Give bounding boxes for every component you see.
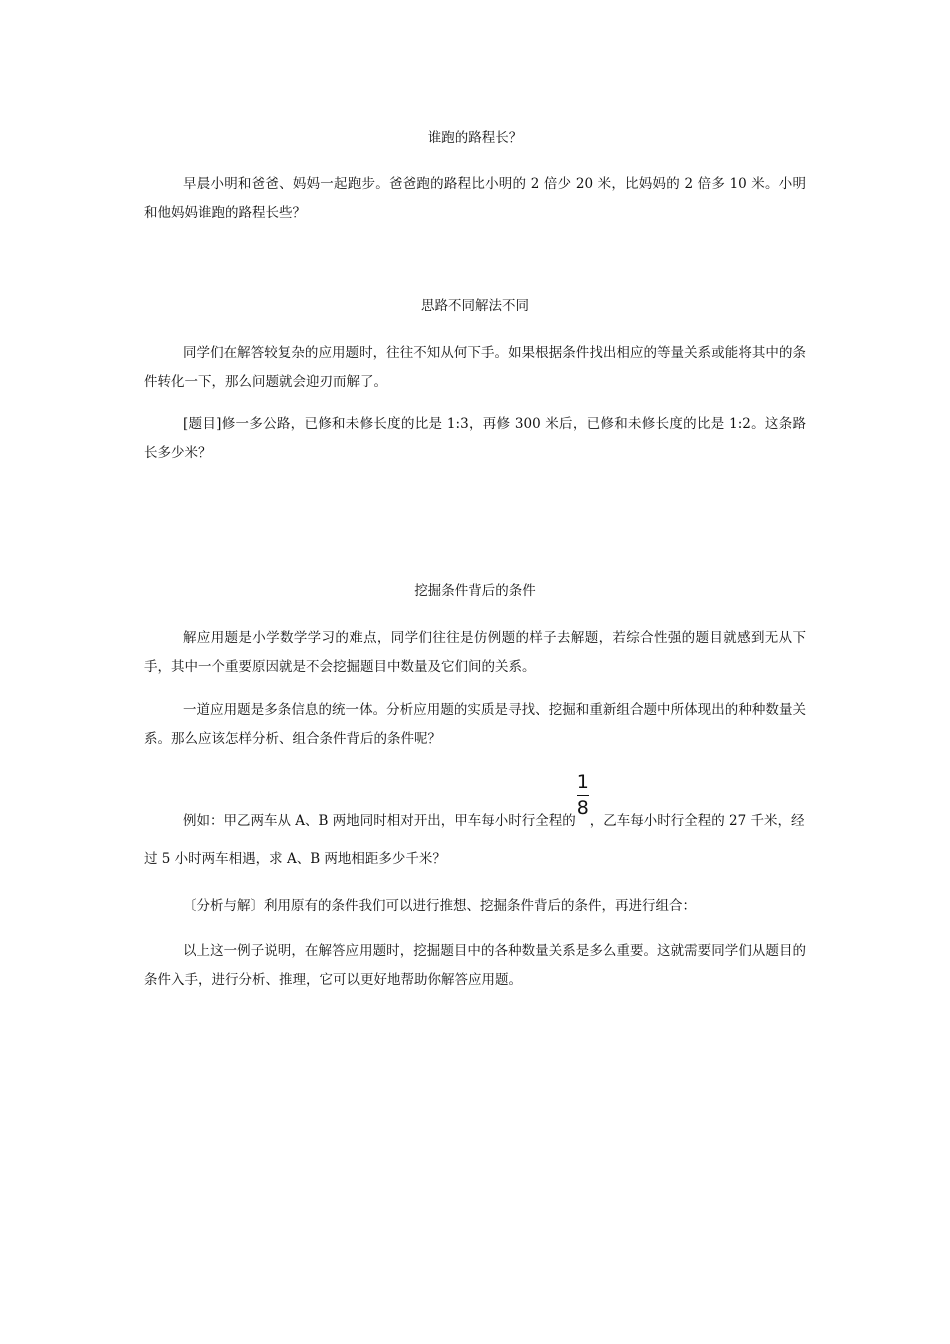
fraction-numerator: 1 <box>576 771 589 793</box>
fraction-bar <box>577 795 589 796</box>
example-text-after-fraction: ，乙车每小时行全程的 27 千米，经 <box>589 813 805 829</box>
paragraph-conclusion: 以上这一例子说明，在解答应用题时，挖掘题目中的各种数量关系是多么重要。这就需要同学们从题目的条件入手，进行分析、推理，它可以更好地帮助你解答应用题。 <box>144 943 806 988</box>
paragraph-approach-intro: 同学们在解答较复杂的应用题时，往往不知从何下手。如果根据条件找出相应的等量关系或能将其中的条件转化一下，那么问题就会迎刃而解了。 <box>144 345 806 390</box>
example-line <box>183 771 806 831</box>
section-title-different-approaches: 思路不同解法不同 <box>421 298 529 314</box>
fraction-denominator: 8 <box>576 797 589 819</box>
paragraph-info-unity: 一道应用题是多条信息的统一体。分析应用题的实质是寻找、挖掘和重新组合题中所体现出的种种数量关系。那么应该怎样分析、组合条件背后的条件呢？ <box>144 702 806 747</box>
analysis-line: 〔分析与解〕利用原有的条件我们可以进行推想、挖掘条件背后的条件，再进行组合： <box>183 898 696 914</box>
section-title-who-ran-farther: 谁跑的路程长？ <box>427 130 523 146</box>
example-text-before-fraction: 例如：甲乙两车从 A、B 两地同时相对开出，甲车每小时行全程的 <box>183 813 576 829</box>
paragraph-difficulty-intro: 解应用题是小学数学学习的难点，同学们往往是仿例题的样子去解题，若综合性强的题目就感到无从下手，其中一个重要原因就是不会挖掘题目中数量及它们间的关系。 <box>144 630 806 675</box>
fraction-one-eighth <box>576 771 590 825</box>
paragraph-road-problem: [题目]修一多公路，已修和未修长度的比是 1:3，再修 300 米后，已修和未修长度的比是 1:2。这条路长多少米？ <box>144 416 806 461</box>
section-title-hidden-conditions: 挖掘条件背后的条件 <box>414 583 536 599</box>
example-continuation: 过 5 小时两车相遇，求 A、B 两地相距多少千米？ <box>144 851 446 867</box>
paragraph-running-problem: 早晨小明和爸爸、妈妈一起跑步。爸爸跑的路程比小明的 2 倍少 20 米，比妈妈的 2 倍多 10 米。小明和他妈妈谁跑的路程长些？ <box>144 176 806 221</box>
